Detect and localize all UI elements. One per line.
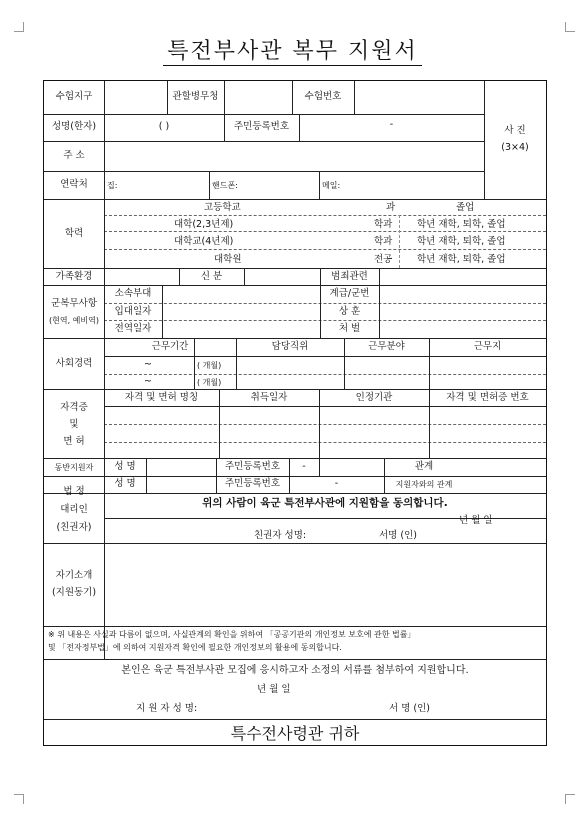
career-place-header: 근무지 [473, 341, 502, 352]
label-relation: 관계 [414, 461, 434, 472]
career-field-header: 근무분야 [368, 341, 405, 352]
crop-mark [14, 794, 24, 804]
label-exam-number: 수험번호 [304, 91, 342, 102]
crop-mark [14, 22, 24, 32]
career-months[interactable]: ( 개월) [197, 361, 222, 370]
edu-status[interactable]: 학년 재학, 퇴학, 졸업 [417, 219, 506, 230]
address-input[interactable] [105, 142, 483, 170]
crop-mark [565, 794, 575, 804]
label-exam-region: 수험지구 [55, 91, 93, 102]
label-license-3: 면 허 [63, 436, 85, 447]
rrn-input[interactable]: - [389, 119, 394, 130]
applicant-sign[interactable]: 서 명 (인) [389, 703, 430, 714]
exam-number-input[interactable] [355, 82, 483, 113]
guardian-signer[interactable]: 친권자 성명: [254, 530, 307, 541]
exam-region-input[interactable] [105, 82, 166, 113]
label-guardian-2: 대리인 [60, 504, 88, 515]
guardian-sign[interactable]: 서명 (인) [379, 530, 417, 541]
guardian-date[interactable]: 년 월 일 [459, 515, 493, 526]
companion-rrn-dash[interactable]: - [302, 461, 306, 472]
label-award: 상 훈 [338, 306, 361, 317]
label-crime: 범죄관련 [331, 271, 368, 282]
declaration-text: 본인은 육군 특전부사관 모집에 응시하고자 소정의 서류를 첨부하여 지원합니다. [121, 665, 469, 676]
email-input[interactable]: 메일: [322, 181, 341, 190]
label-address: 주 소 [63, 150, 85, 161]
mobile-input[interactable]: 핸드폰: [212, 181, 238, 190]
military-office-input[interactable] [225, 82, 291, 113]
edu-dept: 학과 [374, 236, 393, 247]
label-guardian-rrn: 주민등록번호 [224, 478, 281, 489]
license-number-header: 자격 및 면허증 번호 [446, 392, 529, 403]
label-companion: 동반지원자 [54, 463, 94, 472]
career-months[interactable]: ( 개월) [197, 378, 222, 387]
label-punish: 처 벌 [338, 323, 361, 334]
license-issuer-header: 인정기관 [355, 392, 393, 403]
label-military: 군복무사항 [51, 298, 97, 309]
label-license-2: 및 [69, 419, 79, 430]
label-discharge: 전역일자 [114, 323, 152, 334]
applicant-name[interactable]: 지 원 자 성 명: [136, 703, 198, 714]
license-date-header: 취득일자 [250, 392, 288, 403]
label-name-hanja: 성명(한자) [51, 121, 97, 132]
declaration-date[interactable]: 년 월 일 [257, 684, 291, 695]
label-guardian-3: (친권자) [56, 522, 92, 533]
edu-status[interactable]: 학년 재학, 퇴학, 졸업 [417, 254, 506, 265]
home-phone-input[interactable]: 집: [107, 181, 118, 190]
career-tilde: ~ [144, 376, 152, 387]
form-title: 특전부사관 복무 지원서 [0, 34, 585, 65]
notice-line-2: 및 「전자정부법」에 의하여 지원자격 확인에 필요한 개인정보의 활용에 동의합니다. [48, 643, 342, 652]
edu-major: 전공 [374, 254, 393, 265]
notice-line-1: ※ 위 내용은 사실과 다름이 없으며, 사실관계의 확인을 위하여 「공공기관의 개인정보 보호에 관한 법률」 [48, 630, 416, 639]
label-status: 신 분 [200, 271, 223, 282]
edu-status[interactable]: 학년 재학, 퇴학, 졸업 [417, 236, 506, 247]
label-intro-1: 자기소개 [55, 570, 93, 581]
label-applicant-relation: 지원자와의 관계 [395, 480, 453, 489]
label-guardian-1: 법 정 [63, 486, 85, 497]
edu-gwa: 과 [386, 202, 396, 213]
photo-size: (3×4) [501, 142, 529, 153]
application-form [43, 80, 547, 746]
label-family-env: 가족환경 [55, 271, 93, 282]
license-name-header: 자격 및 면허 명칭 [124, 392, 199, 403]
edu-high-school: 고등학교 [204, 202, 241, 213]
career-tilde: ~ [144, 359, 152, 370]
guardian-consent: 위의 사람이 육군 특전부사관에 지원함을 동의합니다. [202, 497, 448, 509]
label-license-1: 자격증 [60, 402, 88, 413]
label-contact: 연락처 [60, 179, 88, 190]
label-companion-name: 성 명 [114, 461, 136, 472]
label-military-sub: (현역, 예비역) [49, 316, 99, 325]
label-unit: 소속부대 [114, 288, 152, 299]
label-military-office: 관할병무청 [172, 91, 219, 102]
addressee: 특수전사령관 귀하 [230, 724, 360, 743]
intro-textarea[interactable] [105, 544, 546, 626]
edu-dept: 학과 [374, 219, 393, 230]
label-career: 사회경력 [55, 358, 93, 369]
label-companion-rrn: 주민등록번호 [224, 461, 281, 472]
career-period-header: 근무기간 [151, 341, 189, 352]
photo-label: 사 진 [504, 125, 526, 136]
label-enlist: 입대일자 [114, 306, 152, 317]
edu-grad-school: 대학원 [214, 254, 242, 265]
photo-box [485, 82, 546, 198]
name-hanja-input[interactable]: ( ) [158, 121, 170, 132]
label-intro-2: (지원동기) [51, 587, 97, 598]
edu-university-4: 대학교(4년제) [174, 236, 234, 247]
label-rrn: 주민등록번호 [233, 121, 290, 132]
label-rank: 계급/군번 [329, 288, 370, 299]
crop-mark [565, 22, 575, 32]
guardian-rrn-dash[interactable]: - [334, 478, 339, 489]
edu-college-23: 대학(2,3년제) [174, 219, 234, 230]
edu-graduate: 졸업 [456, 202, 475, 213]
label-education: 학력 [64, 228, 84, 239]
label-guardian-name: 성 명 [114, 478, 136, 489]
career-duty-header: 담당직위 [271, 341, 309, 352]
